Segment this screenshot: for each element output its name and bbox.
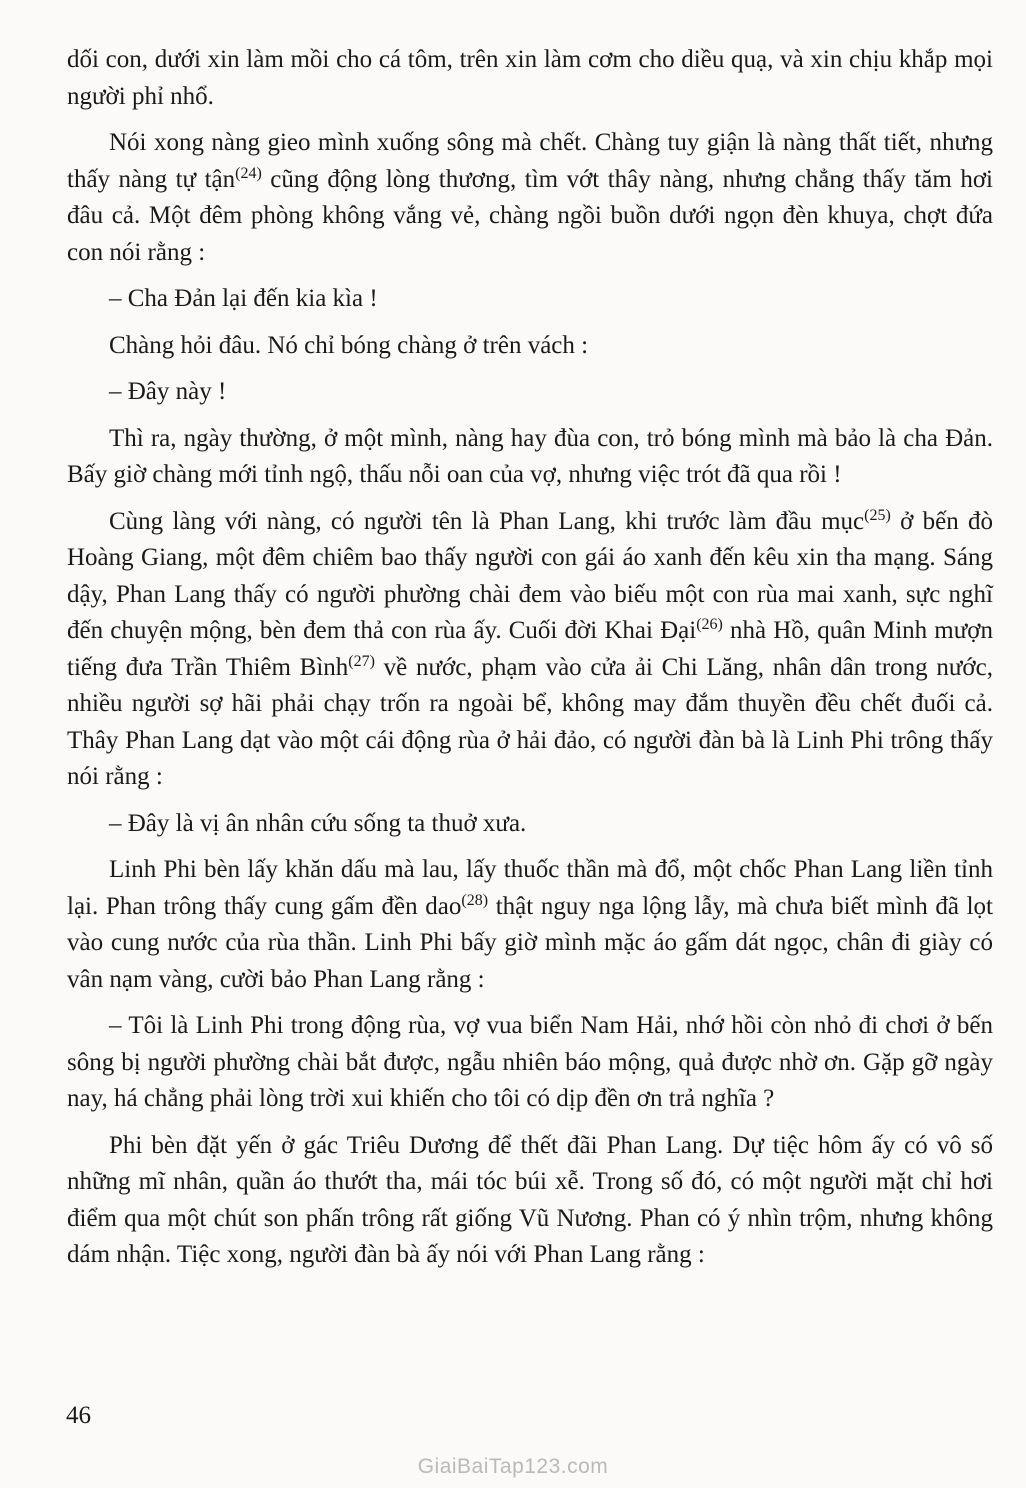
- footnote-marker: (28): [461, 891, 489, 909]
- paragraph: [67, 1008, 993, 1118]
- paragraph: [67, 374, 993, 411]
- paragraph: [67, 504, 993, 796]
- footnote-marker: (25): [864, 506, 891, 524]
- paragraph: [67, 328, 993, 365]
- paragraph-text: Nói xong nàng gieo mình xuống sông mà chết. Chàng tuy giận là nàng thất tiết, nhưng thấy nàng tự tận: [67, 129, 993, 193]
- paragraph-text: – Đây này !: [109, 378, 227, 405]
- paragraph: [67, 421, 993, 494]
- paragraph-text: Cùng làng với nàng, có người tên là Phan Lang, khi trước làm đầu mục: [109, 507, 865, 535]
- paragraph-text: – Tôi là Linh Phi trong động rùa, vợ vua biển Nam Hải, nhớ hồi còn nhỏ đi chơi ở bến sông bị người phường chài bắt được, ngẫu nhiên báo mộng, quả được nhờ ơn. Gặp gỡ ngày nay, há chẳng phải lòng trời xui khiến cho tôi có dịp đền ơn trả nghĩa ?: [67, 1012, 993, 1112]
- paragraph: [67, 42, 993, 115]
- paragraph-text: Linh Phi bèn lấy khăn dấu mà lau, lấy thuốc thần mà đổ, một chốc Phan Lang liền tỉnh lại. Phan trông thấy cung gấm đền dao: [67, 856, 993, 920]
- paragraph-text: – Đây là vị ân nhân cứu sống ta thuở xưa.: [109, 809, 527, 837]
- paragraph: [67, 806, 993, 843]
- paragraph: [67, 281, 993, 318]
- paragraph: [67, 125, 993, 271]
- paragraph-text: dối con, dưới xin làm mồi cho cá tôm, trên xin làm cơm cho diều quạ, và xin chịu khắp mọi người phỉ nhổ.: [67, 46, 993, 110]
- paragraph-text: cũng động lòng thương, tìm vớt thây nàng, nhưng chẳng thấy tăm hơi đâu cả. Một đêm phòng không vắng vẻ, chàng ngồi buồn dưới ngọn đèn khuya, chợt đứa con nói rằng :: [67, 165, 993, 266]
- paragraph: [67, 852, 993, 998]
- page-number: 46: [66, 1402, 91, 1429]
- footnote-marker: (27): [348, 652, 375, 670]
- paragraph-text: ở bến đò Hoàng Giang, một đêm chiêm bao thấy người con gái áo xanh đến kêu xin tha mạng. Sáng dậy, Phan Lang thấy có người phường chài đem vào biếu một con rùa mai xanh, sực nghĩ đến chuyện mộng, bèn đem thả con rùa ấy. Cuối đời Khai Đại: [67, 507, 993, 644]
- footnote-marker: (24): [235, 164, 262, 182]
- paragraph-text: Phi bèn đặt yến ở gác Triêu Dương để thết đãi Phan Lang. Dự tiệc hôm ấy có vô số những mĩ nhân, quần áo thướt tha, mái tóc búi xễ. Trong số đó, có một người mặt chỉ hơi điểm qua một chút son phấn trông rất giống Vũ Nương. Phan có ý nhìn trộm, nhưng không dám nhận. Tiệc xong, người đàn bà ấy nói với Phan Lang rằng :: [67, 1131, 993, 1268]
- paragraph-text: Thì ra, ngày thường, ở một mình, nàng hay đùa con, trỏ bóng mình mà bảo là cha Đản. Bấy giờ chàng mới tỉnh ngộ, thấu nỗi oan của vợ, nhưng việc trót đã qua rồi !: [67, 424, 993, 488]
- paragraph-text: Chàng hỏi đâu. Nó chỉ bóng chàng ở trên vách :: [109, 331, 589, 359]
- paragraph-text: – Cha Đản lại đến kia kìa !: [109, 285, 378, 312]
- site-watermark: GiaiBaiTap123.com: [417, 1455, 609, 1478]
- paragraph-text: nhà Hồ, quân Minh mượn tiếng đưa Trần Thiêm Bình: [67, 617, 994, 681]
- footnote-marker: (26): [696, 616, 723, 633]
- paragraph: [67, 1128, 993, 1274]
- paragraph-text: thật nguy nga lộng lẫy, mà chưa biết mình đã lọt vào cung nước của rùa thần. Linh Phi bấy giờ mình mặc áo gấm dát ngọc, chân đi giày có vân nạm vàng, cười bảo Phan Lang rằng :: [67, 892, 993, 993]
- paragraph-text: về nước, phạm vào cửa ải Chi Lăng, nhân dân trong nước, nhiều người sợ hãi phải chạy trốn ra ngoài bể, không may đắm thuyền đều chết đuối cả. Thây Phan Lang dạt vào một cái động rùa ở hải đảo, có người đàn bà là Linh Phi trông thấy nói rằng :: [67, 653, 993, 790]
- page-body: [67, 42, 993, 1284]
